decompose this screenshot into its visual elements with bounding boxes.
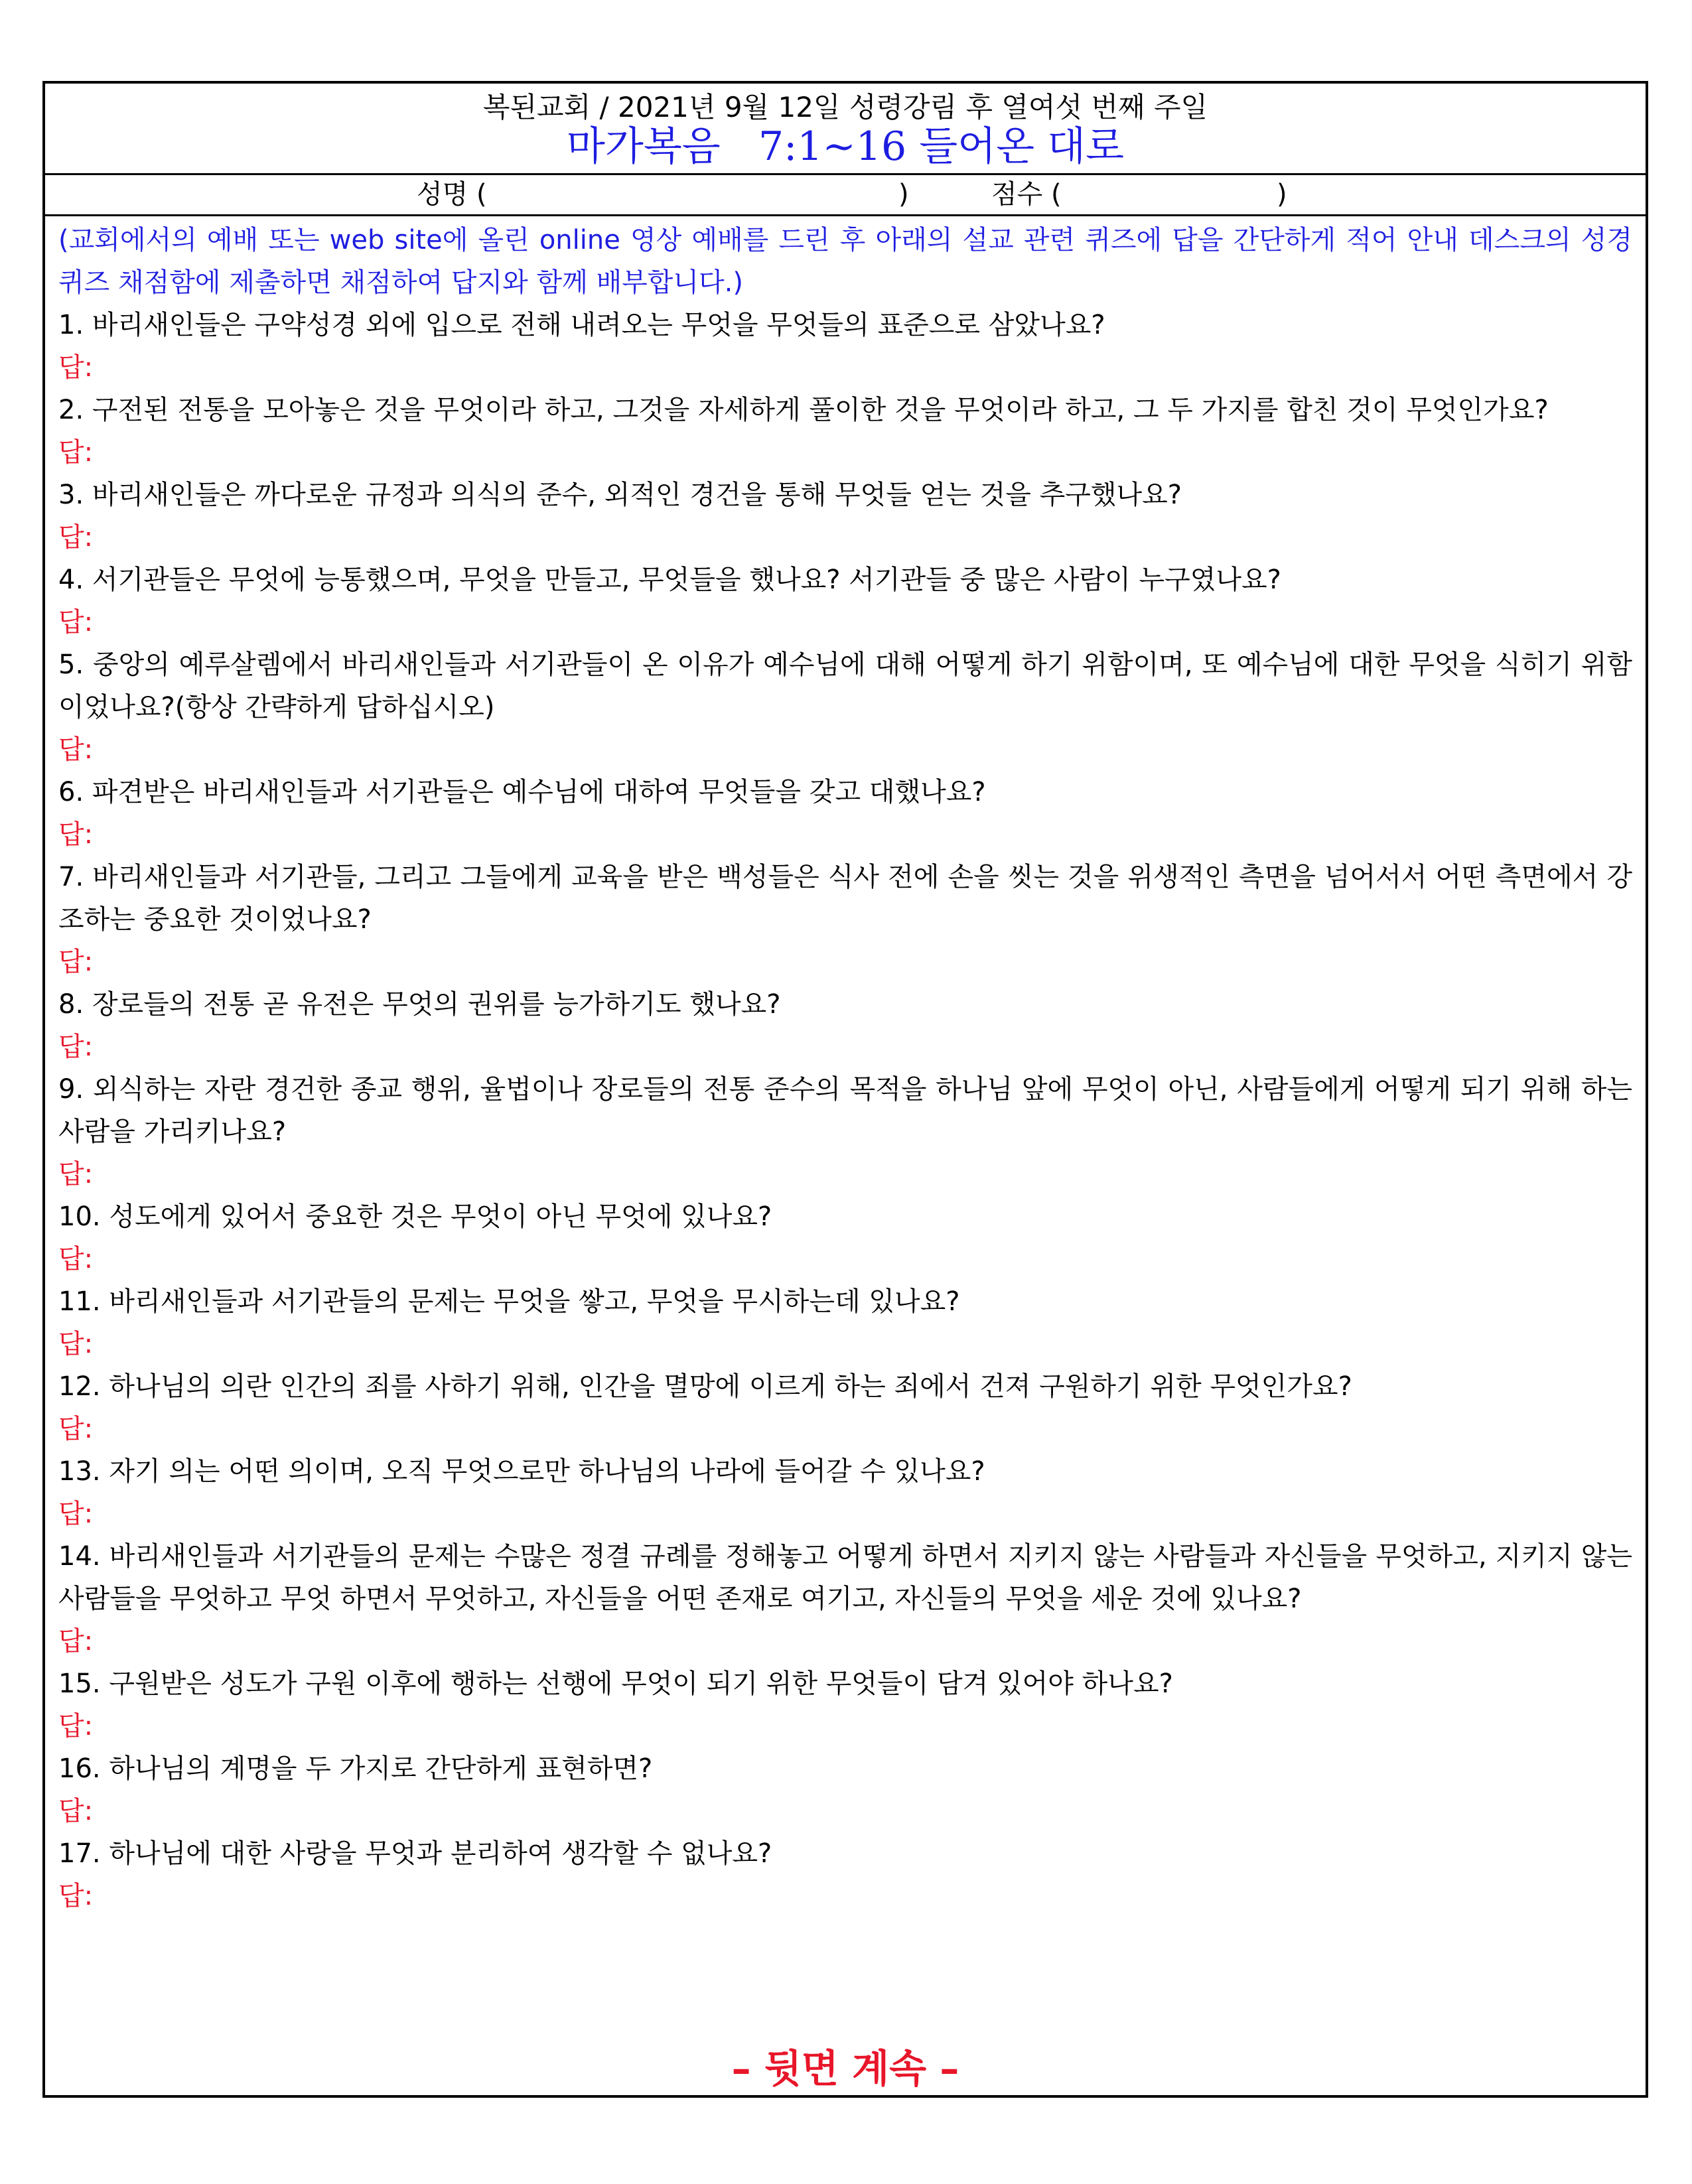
answer-label-6: 답:	[58, 819, 94, 850]
answer-label-11: 답:	[58, 1329, 94, 1359]
header	[45, 84, 1646, 175]
answer-label-9: 답:	[58, 1159, 94, 1190]
name-label: 성명 (	[417, 179, 487, 210]
answer-label-17: 답:	[58, 1881, 94, 1911]
score-close: )	[1277, 179, 1287, 210]
question-13: 13. 자기 의는 어떤 의이며, 오직 무엇으로만 하나님의 나라에 들어갈 수 있나요?	[58, 1456, 985, 1487]
question-15: 15. 구원받은 성도가 구원 이후에 행하는 선행에 무엇이 되기 위한 무엇들이 담겨 있어야 하나요?	[58, 1669, 1173, 1699]
answer-label-2: 답:	[58, 437, 94, 468]
question-17: 17. 하나님에 대한 사랑을 무엇과 분리하여 생각할 수 없나요?	[58, 1838, 772, 1869]
question-8: 8. 장로들의 전통 곧 유전은 무엇의 권위를 능가하기도 했나요?	[58, 989, 781, 1020]
question-7: 7. 바리새인들과 서기관들, 그리고 그들에게 교육을 받은 백성들은 식사 전에 손을 씻는 것을 위생적인 측면을 넘어서서 어떤 측면에서 강조하는 중요한 것이었나요?	[58, 862, 1632, 935]
answer-label-8: 답:	[58, 1032, 94, 1062]
sermon-title: 마가복음 7:1~16 들어온 대로	[566, 123, 1125, 170]
answer-label-15: 답:	[58, 1711, 94, 1741]
answer-label-12: 답:	[58, 1414, 94, 1444]
question-12: 12. 하나님의 의란 인간의 죄를 사하기 위해, 인간을 멸망에 이르게 하는 죄에서 건져 구원하기 위한 무엇인가요?	[58, 1371, 1352, 1402]
question-3: 3. 바리새인들은 까다로운 규정과 의식의 준수, 외적인 경건을 통해 무엇들 얻는 것을 추구했나요?	[58, 480, 1182, 510]
name-score-row	[45, 175, 1646, 216]
question-6: 6. 파견받은 바리새인들과 서기관들은 예수님에 대하여 무엇들을 갖고 대했나요?	[58, 777, 986, 807]
church-date-line: 복된교회 / 2021년 9월 12일 성령강림 후 열여섯 번째 주일	[482, 91, 1208, 123]
question-9: 9. 외식하는 자란 경건한 종교 행위, 율법이나 장로들의 전통 준수의 목적을 하나님 앞에 무엇이 아닌, 사람들에게 어떻게 되기 위해 하는 사람을 가리키나요?	[58, 1074, 1632, 1147]
question-2: 2. 구전된 전통을 모아놓은 것을 무엇이라 하고, 그것을 자세하게 풀이한 것을 무엇이라 하고, 그 두 가지를 합친 것이 무엇인가요?	[58, 395, 1549, 425]
answer-label-4: 답:	[58, 607, 94, 638]
question-16: 16. 하나님의 계명을 두 가지로 간단하게 표현하면?	[58, 1753, 653, 1784]
quiz-content	[45, 216, 1646, 1917]
answer-label-5: 답:	[58, 734, 94, 765]
answer-label-7: 답:	[58, 947, 94, 977]
question-10: 10. 성도에게 있어서 중요한 것은 무엇이 아닌 무엇에 있나요?	[58, 1201, 772, 1232]
answer-label-16: 답:	[58, 1796, 94, 1826]
answer-label-10: 답:	[58, 1244, 94, 1274]
question-list	[58, 304, 1632, 1917]
answer-label-3: 답:	[58, 522, 94, 553]
question-4: 4. 서기관들은 무엇에 능통했으며, 무엇을 만들고, 무엇들을 했나요? 서기관들 중 많은 사람이 누구였나요?	[58, 565, 1281, 595]
question-5: 5. 중앙의 예루살렘에서 바리새인들과 서기관들이 온 이유가 예수님에 대해 어떻게 하기 위함이며, 또 예수님에 대한 무엇을 식히기 위함이었나요?(항상 간략하게 답하십시오)	[58, 649, 1632, 722]
answer-label-1: 답:	[58, 352, 94, 383]
instructions: (교회에서의 예배 또는 web site에 올린 online 영상 예배를 드린 후 아래의 설교 관련 퀴즈에 답을 간단하게 적어 안내 데스크의 성경 퀴즈 채점함에 제출하면 채점하여 답지와 함께 배부합니다.)	[58, 225, 1632, 298]
name-close: )	[898, 179, 909, 210]
quiz-sheet	[42, 81, 1648, 2098]
score-label: 점수 (	[991, 179, 1062, 210]
answer-label-13: 답:	[58, 1499, 94, 1529]
answer-label-14: 답:	[58, 1626, 94, 1657]
continued-notice: – 뒷면 계속 –	[731, 2046, 959, 2091]
question-11: 11. 바리새인들과 서기관들의 문제는 무엇을 쌓고, 무엇을 무시하는데 있나요?	[58, 1286, 960, 1317]
question-1: 1. 바리새인들은 구약성경 외에 입으로 전해 내려오는 무엇을 무엇들의 표준으로 삼았나요?	[58, 310, 1105, 340]
question-14: 14. 바리새인들과 서기관들의 문제는 수많은 정결 규례를 정해놓고 어떻게 하면서 지키지 않는 사람들과 자신들을 무엇하고, 지키지 않는 사람들을 무엇하고 무엇 하면서 무엇하고, 자신들을 어떤 존재로 여기고, 자신들의 무엇을 세운 것에 있나요?	[58, 1541, 1632, 1614]
